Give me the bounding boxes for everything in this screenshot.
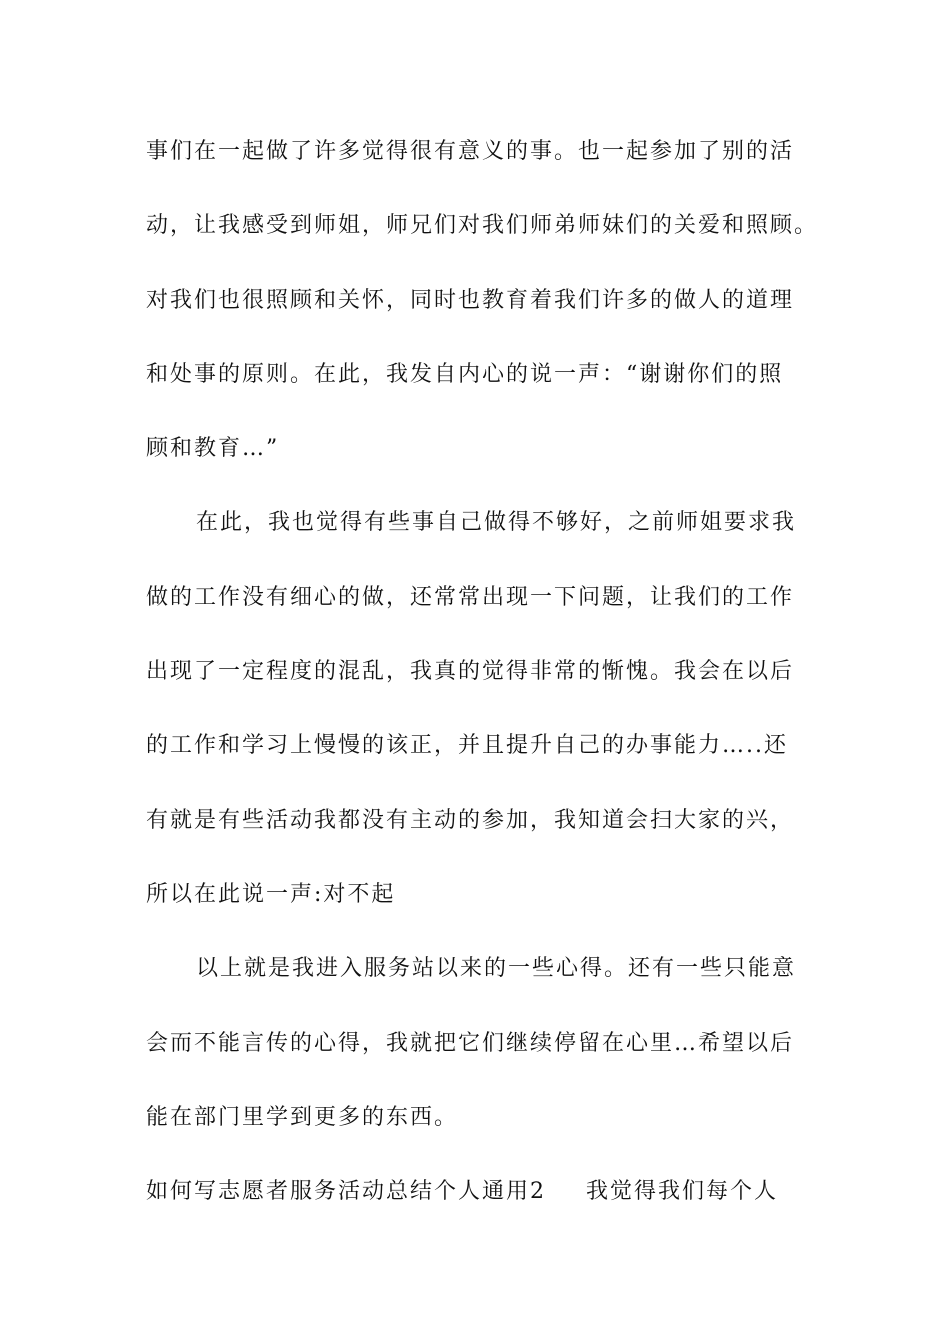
text-line: 顾和教育…” [146, 436, 280, 462]
text-line: 和处事的原则。在此，我发自内心的说一声：“谢谢你们的照 [146, 361, 784, 387]
text-line: 对我们也很照顾和关怀，同时也教育着我们许多的做人的道理 [146, 287, 795, 313]
paragraph [146, 501, 816, 947]
text-line: 动，让我感受到师姐，师兄们对我们师弟师妹们的关爱和照顾。 [146, 213, 819, 239]
text-line: 有就是有些活动我都没有主动的参加，我知道会扫大家的兴， [146, 807, 795, 833]
text-line: 会而不能言传的心得，我就把它们继续停留在心里…希望以后 [146, 1030, 795, 1056]
text-line: 的工作和学习上慢慢的该正，并且提升自己的办事能力…..还 [146, 733, 788, 759]
section-start-text: 我觉得我们每个人 [586, 1179, 779, 1205]
paragraph [146, 130, 819, 501]
text-line: 在此，我也觉得有些事自己做得不够好，之前师姐要求我 [196, 510, 797, 536]
text-line: 事们在一起做了许多觉得很有意义的事。也一起参加了别的活 [146, 139, 795, 164]
section-line [146, 1170, 816, 1244]
document-body [146, 130, 819, 1244]
text-line: 能在部门里学到更多的东西。 [146, 1104, 459, 1130]
text-line: 所以在此说一声:对不起 [146, 881, 396, 907]
text-line: 以上就是我进入服务站以来的一些心得。还有一些只能意 [196, 956, 797, 982]
text-line: 出现了一定程度的混乱，我真的觉得非常的惭愧。我会在以后 [146, 659, 795, 685]
paragraph [146, 947, 816, 1170]
section-heading: 如何写志愿者服务活动总结个人通用2 [146, 1179, 546, 1205]
text-line: 做的工作没有细心的做，还常常出现一下问题，让我们的工作 [146, 584, 795, 610]
